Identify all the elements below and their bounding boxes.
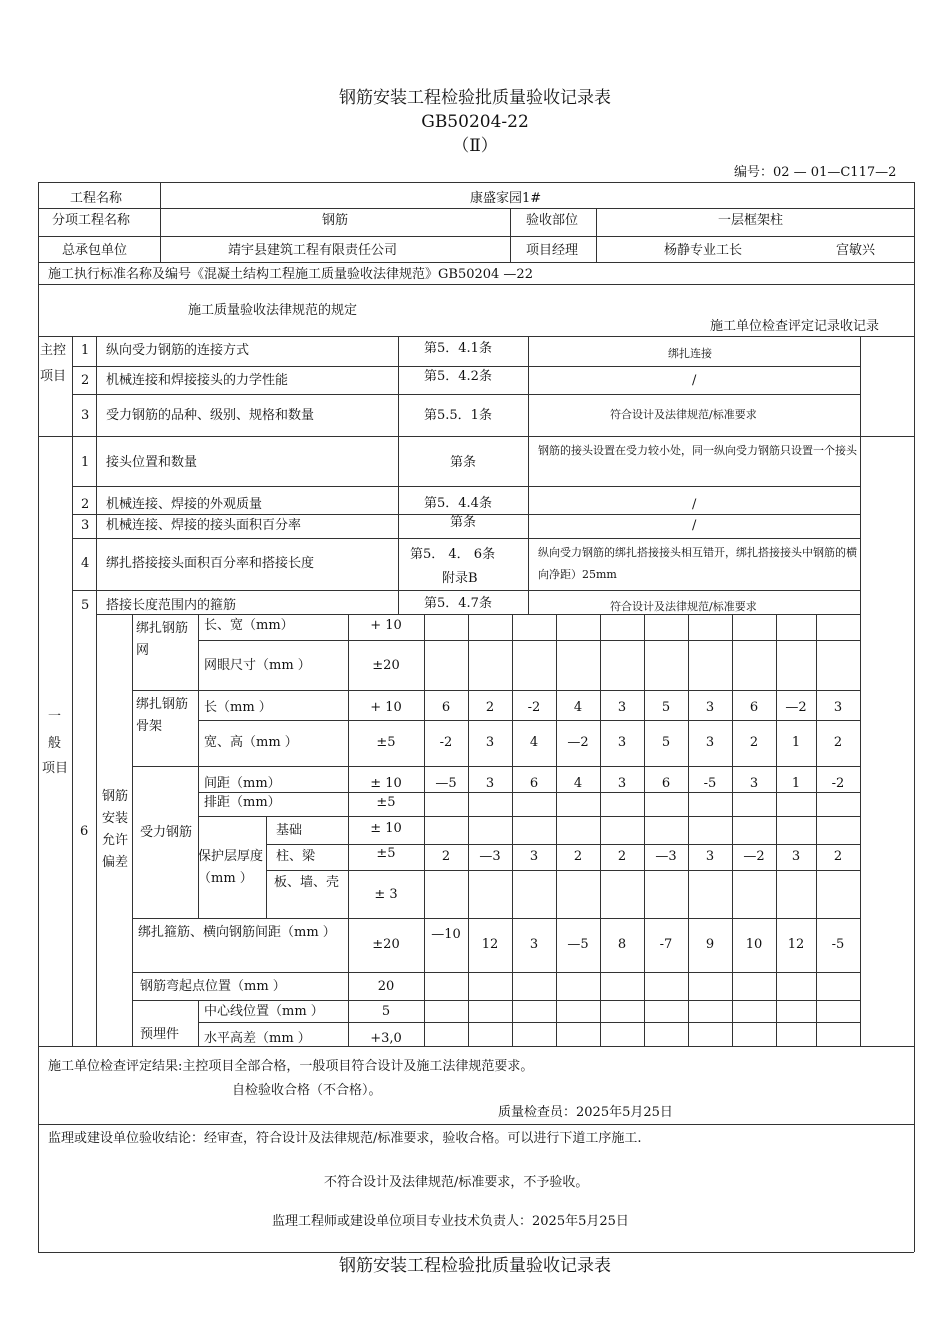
cage-group-label: 绑扎钢筋骨架 xyxy=(136,697,189,734)
general-label-c: 项目 xyxy=(42,761,69,776)
contractor-result: 施工单位检查评定结果:主控项目全部合格，一般项目符合设计及施工法律规范要求。 xyxy=(48,1059,534,1074)
row-clause: 第5．4.2条 xyxy=(424,369,492,384)
row-no: 5 xyxy=(81,598,90,613)
tol-value: ± 10 xyxy=(370,821,402,836)
general-label-a: 一 xyxy=(48,709,62,724)
measured-value: 2 xyxy=(573,849,583,864)
measured-value: 4 xyxy=(573,776,583,791)
measured-value: 2 xyxy=(833,849,843,864)
measured-value: —3 xyxy=(655,849,677,864)
page-title: 钢筋安装工程检验批质量验收记录表 xyxy=(339,88,611,108)
record-header: 施工单位检查评定记录收记录 xyxy=(710,319,880,334)
row-no: 3 xyxy=(81,408,90,423)
row-result: 纵向受力钢筋的绑扎搭接接头相互错开，绑扎搭接接头中钢筋的横向净距）25mm xyxy=(538,546,857,581)
measured-value: 3 xyxy=(617,776,627,791)
measured-value: -2 xyxy=(527,700,541,715)
tol-item: 基础 xyxy=(276,823,303,838)
measured-value: —5 xyxy=(567,937,589,952)
tol-item: 长、宽（mm） xyxy=(204,618,294,633)
row-clause-2: 附录B xyxy=(442,571,478,586)
row-result: 绑扎连接 xyxy=(668,347,712,360)
measured-value: —2 xyxy=(567,735,589,750)
measured-value: -2 xyxy=(439,735,453,750)
row-item: 接头位置和数量 xyxy=(106,455,198,470)
row-clause: 第5． 4． 6条 xyxy=(410,547,496,562)
measured-value: 6 xyxy=(529,776,539,791)
row-result: 符合设计及法律规范/标准要求 xyxy=(610,408,757,421)
measured-value: 8 xyxy=(617,937,627,952)
tol-value: ±5 xyxy=(376,795,396,810)
measured-value: 3 xyxy=(617,700,627,715)
row-no: 1 xyxy=(81,343,90,358)
serial-number: 编号：02 — 01—C117—2 xyxy=(734,165,897,180)
tol-value: 20 xyxy=(377,979,395,994)
measured-value: 2 xyxy=(441,849,451,864)
row-result: / xyxy=(692,497,697,512)
measured-value: 12 xyxy=(787,937,805,952)
inspector-sign: 质量检查员：2025年5月25日 xyxy=(498,1105,673,1120)
row-result: 符合设计及法律规范/标准要求 xyxy=(610,600,757,613)
tol-value: + 10 xyxy=(370,618,402,633)
spec-header: 施工质量验收法律规范的规定 xyxy=(188,303,358,318)
measured-value: —2 xyxy=(785,700,807,715)
accept-part-value: 一层框架柱 xyxy=(718,213,784,228)
measured-value: -5 xyxy=(703,776,717,791)
row-no: 2 xyxy=(81,497,90,512)
measured-value: -7 xyxy=(659,937,673,952)
tol-item: 绑扎箍筋、横向钢筋间距（mm ） xyxy=(138,925,336,940)
measured-value: -5 xyxy=(831,937,845,952)
measured-value: 5 xyxy=(661,700,671,715)
measured-value: 3 xyxy=(529,937,539,952)
row-result: / xyxy=(692,373,697,388)
row-item: 受力钢筋的品种、级别、规格和数量 xyxy=(106,408,315,423)
row-item: 机械连接、焊接的外观质量 xyxy=(106,497,263,512)
row-clause: 第5．4.7条 xyxy=(424,596,492,611)
row6-no: 6 xyxy=(80,824,89,839)
tol-value: + 10 xyxy=(370,700,402,715)
tol-item: 长（mm ） xyxy=(204,700,272,715)
measured-value: 1 xyxy=(791,735,801,750)
row-item: 机械连接和焊接接头的力学性能 xyxy=(106,373,289,388)
row-clause: 第条 xyxy=(450,515,477,530)
measured-value: —5 xyxy=(435,776,457,791)
measured-value: 3 xyxy=(529,849,539,864)
measured-value: 12 xyxy=(481,937,499,952)
measured-value: 4 xyxy=(529,735,539,750)
row-result: 钢筋的接头设置在受力较小处，同一纵向受力钢筋只设置一个接头 xyxy=(538,444,857,457)
measured-value: 3 xyxy=(705,700,715,715)
standard-code: GB50204-22 xyxy=(421,112,529,132)
measured-value: —2 xyxy=(743,849,765,864)
measured-value: 3 xyxy=(749,776,759,791)
row-no: 1 xyxy=(81,455,90,470)
row-clause: 第5.5．1条 xyxy=(424,408,492,423)
measured-value: -2 xyxy=(831,776,845,791)
measured-value: 10 xyxy=(745,937,763,952)
self-check: 自检验收合格（不合格）。 xyxy=(232,1083,382,1098)
row-item: 纵向受力钢筋的连接方式 xyxy=(106,343,250,358)
tol-item: 排距（mm） xyxy=(204,795,281,810)
pm-value: 杨静专业工长 xyxy=(664,243,743,258)
measured-value: 3 xyxy=(705,849,715,864)
tol-item: 间距（mm） xyxy=(204,776,281,791)
project-name: 康盛家园1# xyxy=(470,191,542,206)
row-item: 绑扎搭接接头面积百分率和搭接长度 xyxy=(106,556,315,571)
measured-value: 9 xyxy=(705,937,715,952)
tol-value: ±5 xyxy=(376,735,396,750)
subproject-value: 钢筋 xyxy=(322,213,349,228)
measured-value: 2 xyxy=(833,735,843,750)
tol-item: 水平高差（mm ） xyxy=(204,1031,311,1046)
accept-part-label: 验收部位 xyxy=(526,213,579,228)
measured-value: 1 xyxy=(791,776,801,791)
foreman-value: 宫敏兴 xyxy=(836,243,876,258)
tol-item: 宽、高（mm ） xyxy=(204,735,298,750)
contractor-value: 靖宇县建筑工程有限责任公司 xyxy=(228,243,398,258)
measured-value: —10 xyxy=(431,927,461,942)
row-result: / xyxy=(692,518,697,533)
rebar-group-label: 受力钢筋 xyxy=(140,825,193,840)
subproject-label: 分项工程名称 xyxy=(52,213,131,228)
measured-value: 3 xyxy=(833,700,843,715)
contractor-label: 总承包单位 xyxy=(62,243,128,258)
part-label: （Ⅱ） xyxy=(452,136,498,156)
measured-value: 3 xyxy=(791,849,801,864)
main-items-label-a: 主控 xyxy=(40,343,67,358)
measured-value: 5 xyxy=(661,735,671,750)
tolerance-group-label: 钢筋安装允许偏差 xyxy=(101,789,128,870)
measured-value: 3 xyxy=(485,776,495,791)
measured-value: 6 xyxy=(749,700,759,715)
row-no: 4 xyxy=(81,556,90,571)
measured-value: 6 xyxy=(441,700,451,715)
standard-line: 施工执行标准名称及编号《混凝土结构工程施工质量验收法律规范》GB50204 —22 xyxy=(48,267,533,282)
embed-group-label: 预埋件 xyxy=(140,1027,180,1042)
tol-item: 中心线位置（mm ） xyxy=(204,1004,324,1019)
measured-value: 2 xyxy=(485,700,495,715)
measured-value: 3 xyxy=(705,735,715,750)
measured-value: —3 xyxy=(479,849,501,864)
general-label-b: 般 xyxy=(48,736,62,751)
row-no: 3 xyxy=(81,518,90,533)
main-items-label-b: 项目 xyxy=(40,369,67,384)
supervisor-sign: 监理工程师或建设单位项目专业技术负责人：2025年5月25日 xyxy=(272,1214,629,1229)
measured-value: 6 xyxy=(661,776,671,791)
measured-value: 2 xyxy=(749,735,759,750)
measured-value: 3 xyxy=(617,735,627,750)
tol-value: ±5 xyxy=(376,846,396,861)
tol-item: 钢筋弯起点位置（mm ） xyxy=(140,979,286,994)
tol-item: 网眼尺寸（mm ） xyxy=(204,658,311,673)
supervisor-result: 监理或建设单位验收结论：经审查，符合设计及法律规范/标准要求，验收合格。可以进行下道工序施工. xyxy=(48,1131,642,1146)
not-accept-text: 不符合设计及法律规范/标准要求，不予验收。 xyxy=(324,1175,589,1190)
measured-value: 3 xyxy=(485,735,495,750)
measured-value: 2 xyxy=(617,849,627,864)
cover-group-label: 保护层厚度（mm ） xyxy=(198,849,264,886)
row-clause: 第5．4.4条 xyxy=(424,496,492,511)
tol-value: ± 3 xyxy=(374,887,398,902)
tol-item: 板、墙、壳 xyxy=(274,875,340,890)
row-item: 机械连接、焊接的接头面积百分率 xyxy=(106,518,302,533)
tol-value: ±20 xyxy=(372,658,400,673)
tol-item: 柱、梁 xyxy=(276,849,316,864)
tol-value: 5 xyxy=(381,1004,391,1019)
row-clause: 第5．4.1条 xyxy=(424,341,492,356)
pm-label: 项目经理 xyxy=(526,243,579,258)
project-name-label: 工程名称 xyxy=(70,191,123,206)
measured-value: 4 xyxy=(573,700,583,715)
row-no: 2 xyxy=(81,373,90,388)
row-item: 搭接长度范围内的箍筋 xyxy=(106,598,237,613)
footer-title: 钢筋安装工程检验批质量验收记录表 xyxy=(339,1256,611,1276)
tol-value: ±20 xyxy=(372,937,400,952)
mesh-group-label: 绑扎钢筋网 xyxy=(136,621,189,658)
row-clause: 第条 xyxy=(450,455,477,470)
tol-value: +3,0 xyxy=(370,1031,402,1046)
tol-value: ± 10 xyxy=(370,776,402,791)
